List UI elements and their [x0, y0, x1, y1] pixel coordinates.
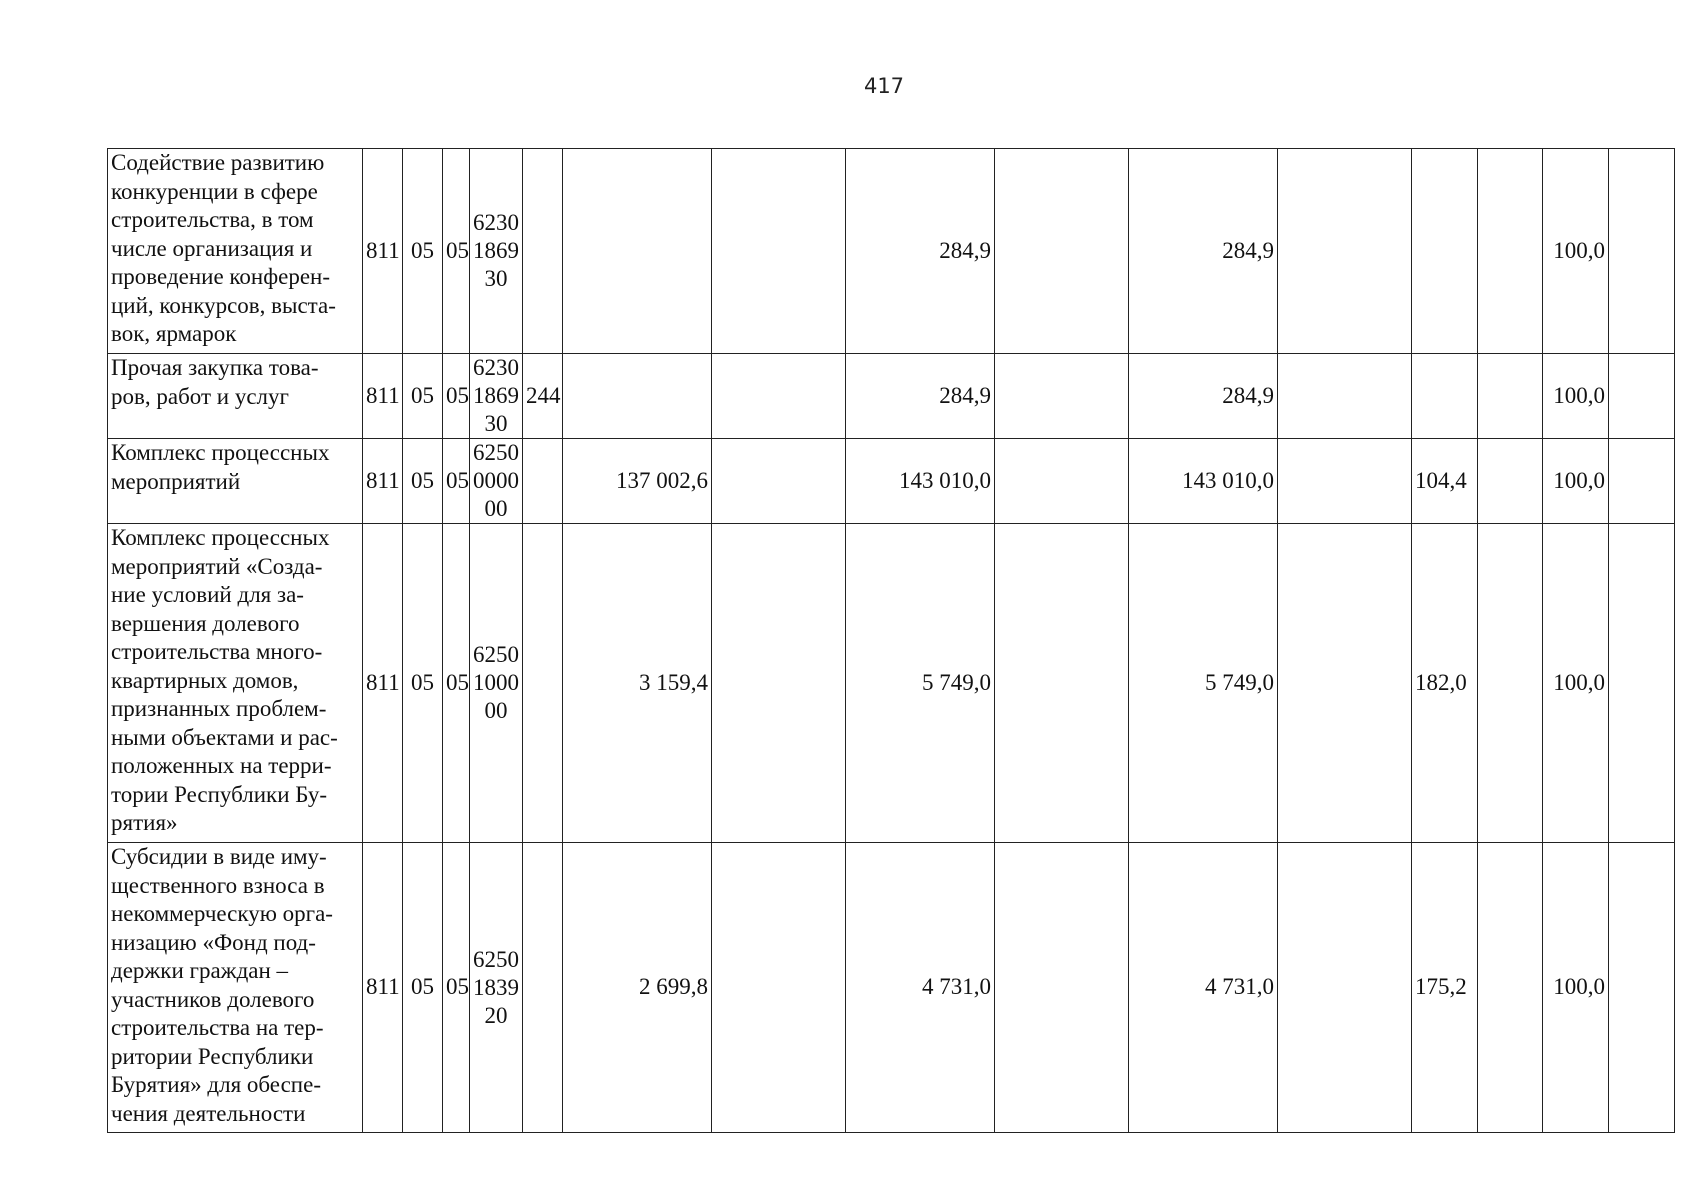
amount-2: 284,9: [846, 149, 995, 354]
section-code: 05: [403, 149, 443, 354]
section-code: 05: [403, 439, 443, 524]
amount-1: [563, 354, 712, 439]
ved-code: 811: [363, 354, 403, 439]
row-name: Субсидии в виде иму- щественного взноса в некоммерческую орга- низацию «Фонд под- держки граждан – участников долевого строительства на тер- ритории Республики Бурятия» для обеспе- чения деятельности: [108, 843, 363, 1133]
expense-type-code: [523, 149, 563, 354]
table-row: [108, 354, 1675, 439]
amount-1: 3 159,4: [563, 524, 712, 843]
amount-1: 2 699,8: [563, 843, 712, 1133]
amount-1: [563, 149, 712, 354]
amount-2b: [995, 354, 1129, 439]
percent-1b: [1478, 524, 1543, 843]
percent-1: [1412, 354, 1478, 439]
target-article-code: 6250 0000 00: [470, 439, 523, 524]
row-name: Содействие развитию конкуренции в сфере строительства, в том числе организация и проведение конферен- ций, конкурсов, выста- вок, ярмарок: [108, 149, 363, 354]
amount-2b: [995, 149, 1129, 354]
amount-3: 284,9: [1129, 354, 1278, 439]
amount-2b: [995, 439, 1129, 524]
amount-1b: [712, 149, 846, 354]
target-article-code: 6250 1839 20: [470, 843, 523, 1133]
subsection-code: 05: [443, 354, 470, 439]
row-name: Комплекс процессных мероприятий «Созда- ние условий для за- вершения долевого строительства много- квартирных домов, признанных проблем- ными объектами и рас- положенных на терри- тории Республики Бу- рятия»: [108, 524, 363, 843]
amount-1b: [712, 843, 846, 1133]
amount-1b: [712, 439, 846, 524]
ved-code: 811: [363, 843, 403, 1133]
page-number: 417: [863, 74, 905, 98]
amount-3b: [1278, 149, 1412, 354]
percent-2: 100,0: [1543, 439, 1609, 524]
subsection-code: 05: [443, 149, 470, 354]
percent-1b: [1478, 439, 1543, 524]
subsection-code: 05: [443, 524, 470, 843]
subsection-code: 05: [443, 843, 470, 1133]
percent-2: 100,0: [1543, 149, 1609, 354]
expense-type-code: [523, 524, 563, 843]
ved-code: 811: [363, 524, 403, 843]
percent-1: [1412, 149, 1478, 354]
ved-code: 811: [363, 149, 403, 354]
percent-2b: [1609, 843, 1675, 1133]
table-row: [108, 843, 1675, 1133]
percent-2b: [1609, 524, 1675, 843]
amount-2b: [995, 843, 1129, 1133]
amount-3: 4 731,0: [1129, 843, 1278, 1133]
section-code: 05: [403, 843, 443, 1133]
row-name: Прочая закупка това- ров, работ и услуг: [108, 354, 363, 439]
percent-2: 100,0: [1543, 843, 1609, 1133]
section-code: 05: [403, 524, 443, 843]
table-row: [108, 149, 1675, 354]
amount-1: 137 002,6: [563, 439, 712, 524]
amount-3: 5 749,0: [1129, 524, 1278, 843]
amount-1b: [712, 354, 846, 439]
budget-table: [107, 148, 1675, 1133]
percent-2b: [1609, 439, 1675, 524]
amount-2: 5 749,0: [846, 524, 995, 843]
target-article-code: 6230 1869 30: [470, 354, 523, 439]
subsection-code: 05: [443, 439, 470, 524]
expense-type-code: 244: [523, 354, 563, 439]
row-name: Комплекс процессных мероприятий: [108, 439, 363, 524]
target-article-code: 6230 1869 30: [470, 149, 523, 354]
ved-code: 811: [363, 439, 403, 524]
amount-3b: [1278, 439, 1412, 524]
percent-1: 104,4: [1412, 439, 1478, 524]
amount-3b: [1278, 524, 1412, 843]
amount-1b: [712, 524, 846, 843]
percent-1b: [1478, 149, 1543, 354]
section-code: 05: [403, 354, 443, 439]
table-row: [108, 524, 1675, 843]
amount-2: 4 731,0: [846, 843, 995, 1133]
percent-1b: [1478, 843, 1543, 1133]
target-article-code: 6250 1000 00: [470, 524, 523, 843]
percent-2: 100,0: [1543, 524, 1609, 843]
amount-3b: [1278, 354, 1412, 439]
amount-3: 284,9: [1129, 149, 1278, 354]
amount-2: 284,9: [846, 354, 995, 439]
expense-type-code: [523, 843, 563, 1133]
percent-1b: [1478, 354, 1543, 439]
amount-2: 143 010,0: [846, 439, 995, 524]
amount-2b: [995, 524, 1129, 843]
percent-2b: [1609, 149, 1675, 354]
percent-1: 175,2: [1412, 843, 1478, 1133]
amount-3: 143 010,0: [1129, 439, 1278, 524]
expense-type-code: [523, 439, 563, 524]
table-row: [108, 439, 1675, 524]
percent-2: 100,0: [1543, 354, 1609, 439]
percent-1: 182,0: [1412, 524, 1478, 843]
percent-2b: [1609, 354, 1675, 439]
amount-3b: [1278, 843, 1412, 1133]
